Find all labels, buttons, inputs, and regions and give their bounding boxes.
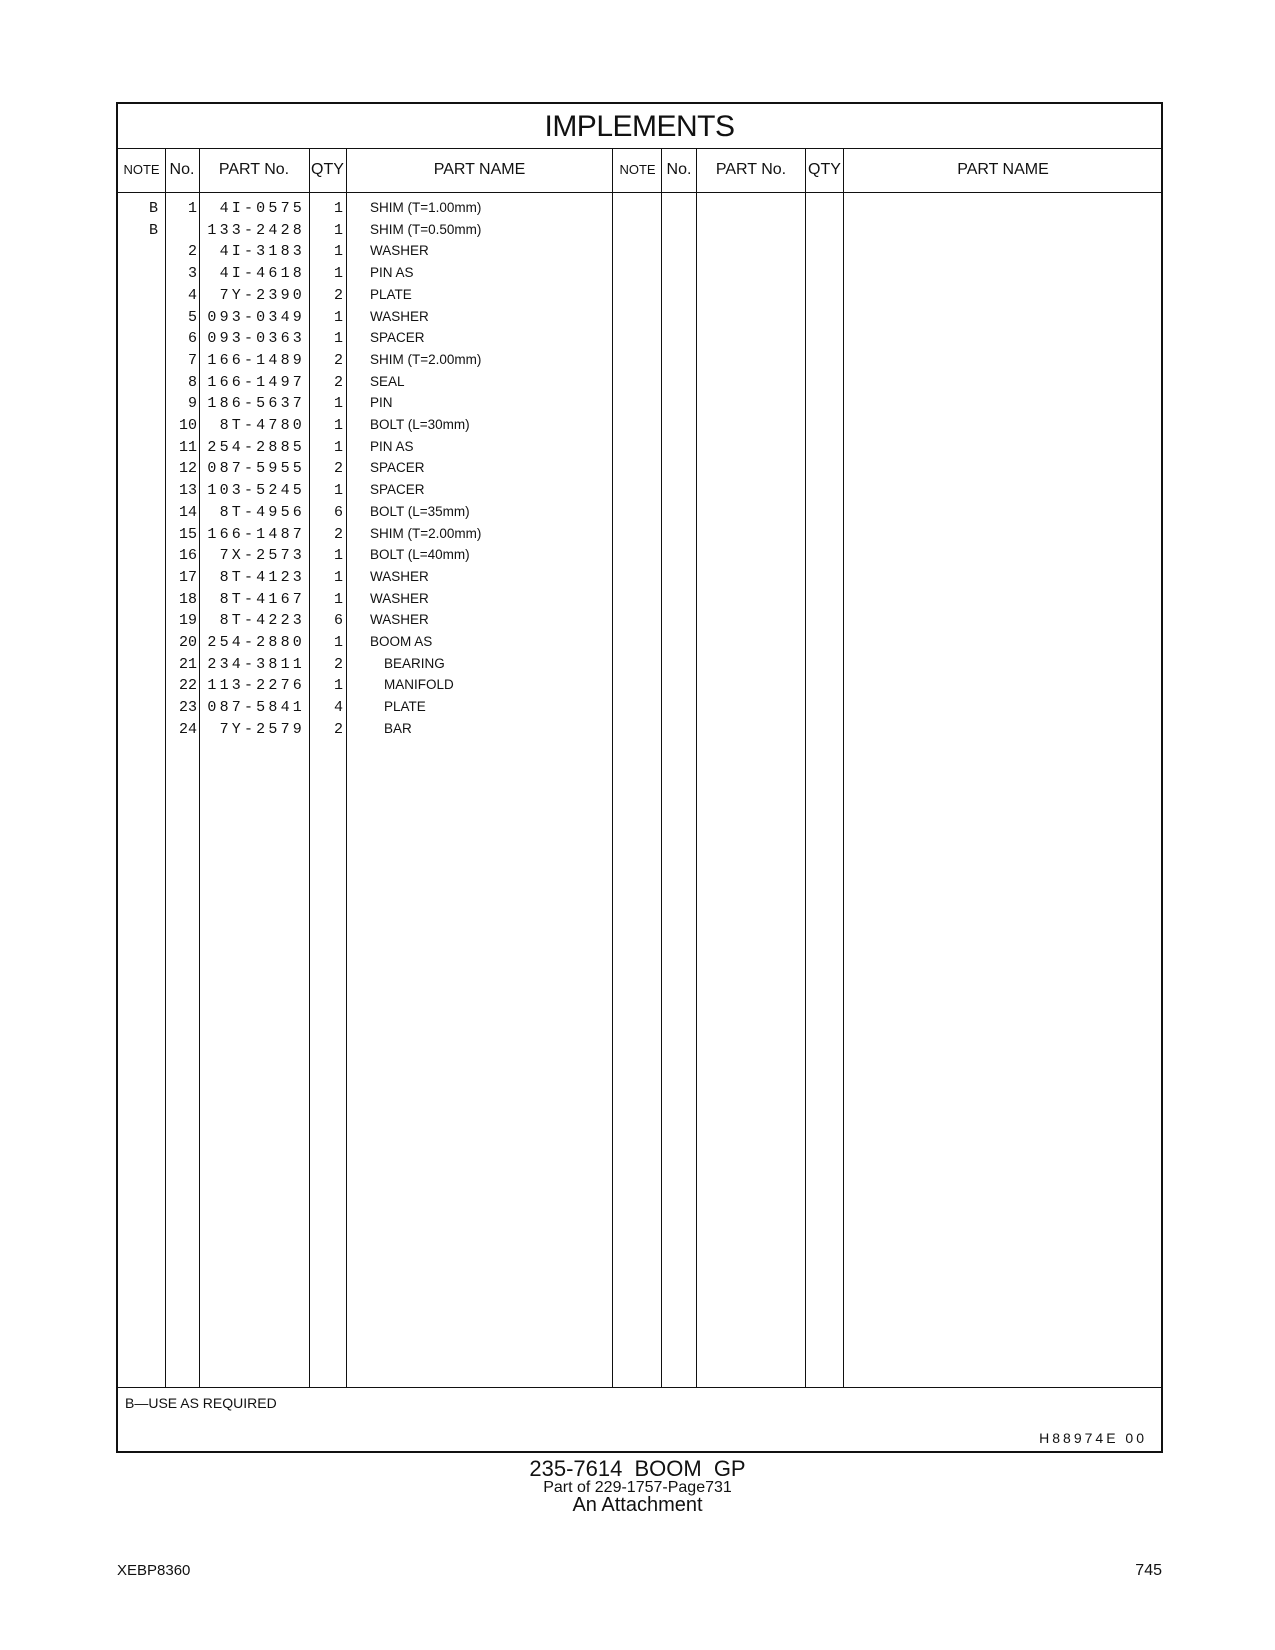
row-quantity: 2 [333,525,343,543]
header-no-left: No. [169,161,195,178]
row-part-name: WASHER [370,308,429,324]
table-row [118,677,1161,699]
row-quantity: 1 [333,438,343,456]
row-quantity: 6 [333,612,343,630]
row-number: 17 [178,568,197,586]
drawing-number: H88974E 00 [1039,1430,1147,1446]
row-part-number: 7Y-2390 [219,286,305,304]
table-row [118,330,1161,352]
footnote: B—USE AS REQUIRED [125,1395,277,1411]
row-quantity: 1 [333,677,343,695]
row-quantity: 2 [333,460,343,478]
row-number: 7 [187,351,197,369]
row-part-number: 234-3811 [207,655,305,673]
row-part-number: 103-5245 [207,482,305,500]
row-part-number: 087-5841 [207,699,305,717]
row-part-number: 093-0363 [207,330,305,348]
row-number: 6 [187,330,197,348]
row-quantity: 4 [333,699,343,717]
row-number: 3 [187,265,197,283]
row-part-name: BAR [384,720,412,736]
row-part-name: SHIM (T=1.00mm) [370,200,482,215]
table-row [118,460,1161,482]
table-row [118,591,1161,613]
row-part-name: SHIM (T=2.00mm) [370,351,482,367]
table-row [118,200,1161,222]
row-part-name: SPACER [370,330,425,346]
row-part-number: 254-2885 [207,438,305,456]
row-part-name: PIN [370,395,393,411]
row-part-number: 8T-4123 [219,568,305,586]
row-part-number: 7X-2573 [219,547,305,565]
row-part-number: 8T-4780 [219,417,305,434]
table-row [118,265,1161,287]
caption-title: 235-7614 BOOM GP [529,1456,746,1481]
row-part-name: SEAL [370,373,405,389]
table-row [118,504,1161,526]
row-number: 12 [178,460,197,478]
table-row [118,526,1161,548]
parts-table-frame [116,102,1163,1453]
row-part-name: WASHER [370,243,429,259]
row-quantity: 2 [333,655,343,673]
row-number: 13 [178,482,197,500]
row-part-number: 133-2428 [207,221,305,239]
row-number: 23 [178,699,197,717]
row-part-name: BOLT (L=40mm) [370,547,470,563]
row-part-number: 4I-4618 [219,265,305,283]
row-number: 11 [178,438,197,456]
row-part-name: SPACER [370,482,425,498]
row-part-name: WASHER [370,590,429,606]
row-part-name: MANIFOLD [384,677,454,693]
page-number: 745 [1135,1562,1162,1579]
header-qty-left: QTY [311,161,344,178]
row-quantity: 1 [333,547,343,565]
row-quantity: 6 [333,503,343,521]
row-part-name: SPACER [370,460,425,476]
row-quantity: 1 [333,200,343,217]
header-qty-right: QTY [808,161,841,178]
table-row [118,547,1161,569]
table-row [118,482,1161,504]
row-number: 8 [187,373,197,391]
table-row [118,721,1161,743]
row-part-name: PLATE [370,286,412,302]
table-row [118,309,1161,331]
row-note: B [148,200,158,217]
table-title: IMPLEMENTS [118,104,1161,149]
row-part-name: PIN AS [370,265,414,281]
row-number: 14 [178,503,197,521]
header-partname-left: PART NAME [433,161,526,178]
row-part-name: BOLT (L=30mm) [370,417,470,432]
row-part-name: BOLT (L=35mm) [370,503,470,519]
row-quantity: 1 [333,634,343,651]
row-part-name: BEARING [384,655,445,671]
row-quantity: 1 [333,221,343,239]
row-number: 10 [178,417,197,434]
row-part-number: 093-0349 [207,308,305,326]
row-part-name: WASHER [370,612,429,628]
table-row [118,612,1161,634]
row-quantity: 1 [333,568,343,586]
row-part-number: 166-1497 [207,373,305,391]
row-number: 22 [178,677,197,695]
footer-divider [118,1387,1161,1388]
row-number: 4 [187,286,197,304]
row-part-name: WASHER [370,568,429,584]
table-row [118,417,1161,439]
row-number: 21 [178,655,197,673]
table-row [118,699,1161,721]
row-number: 5 [187,308,197,326]
table-row [118,634,1161,656]
row-part-number: 254-2880 [207,634,305,651]
table-header-row [118,148,1161,193]
caption-subtitle-2: An Attachment [572,1494,703,1516]
table-row [118,222,1161,244]
row-number: 20 [178,634,197,651]
table-row [118,569,1161,591]
row-number: 24 [178,720,197,738]
header-partname-right: PART NAME [957,161,1049,178]
row-quantity: 2 [333,373,343,391]
caption-subtitle: Part of 229-1757-Page731 [543,1479,732,1496]
document-code: XEBP8360 [117,1562,191,1579]
row-number: 2 [187,243,197,261]
header-no-right: No. [666,161,692,178]
header-partno-right: PART No. [715,161,787,178]
row-part-number: 166-1489 [207,351,305,369]
header-partno-left: PART No. [218,161,290,178]
row-part-name: BOOM AS [370,634,433,649]
row-quantity: 2 [333,351,343,369]
table-row [118,287,1161,309]
row-quantity: 1 [333,265,343,283]
table-row [118,243,1161,265]
row-part-number: 113-2276 [207,677,305,695]
caption-block [0,1458,1275,1514]
row-number: 16 [178,547,197,565]
row-part-name: PIN AS [370,438,414,454]
table-row [118,374,1161,396]
table-row [118,352,1161,374]
row-part-name: SHIM (T=2.00mm) [370,525,482,541]
table-row [118,656,1161,678]
row-part-number: 8T-4167 [219,590,305,608]
row-part-number: 8T-4223 [219,612,305,630]
table-row [118,439,1161,461]
row-part-number: 166-1487 [207,525,305,543]
row-quantity: 1 [333,243,343,261]
row-number: 19 [178,612,197,630]
row-number: 1 [187,200,197,217]
row-note: B [148,221,158,239]
row-quantity: 1 [333,330,343,348]
row-part-number: 087-5955 [207,460,305,478]
row-quantity: 1 [333,482,343,500]
row-part-name: SHIM (T=0.50mm) [370,221,482,237]
row-part-number: 4I-3183 [219,243,305,261]
row-part-name: PLATE [384,699,426,715]
table-row [118,395,1161,417]
row-quantity: 2 [333,720,343,738]
row-number: 15 [178,525,197,543]
row-quantity: 1 [333,590,343,608]
row-quantity: 1 [333,308,343,326]
row-number: 18 [178,590,197,608]
row-part-number: 4I-0575 [219,200,305,217]
row-quantity: 2 [333,286,343,304]
row-number: 9 [187,395,197,413]
header-note-left: NOTE [123,162,160,177]
header-note-right: NOTE [619,162,656,177]
row-part-number: 8T-4956 [219,503,305,521]
row-part-number: 7Y-2579 [219,720,305,738]
row-quantity: 1 [333,395,343,413]
row-part-number: 186-5637 [207,395,305,413]
row-quantity: 1 [333,417,343,434]
